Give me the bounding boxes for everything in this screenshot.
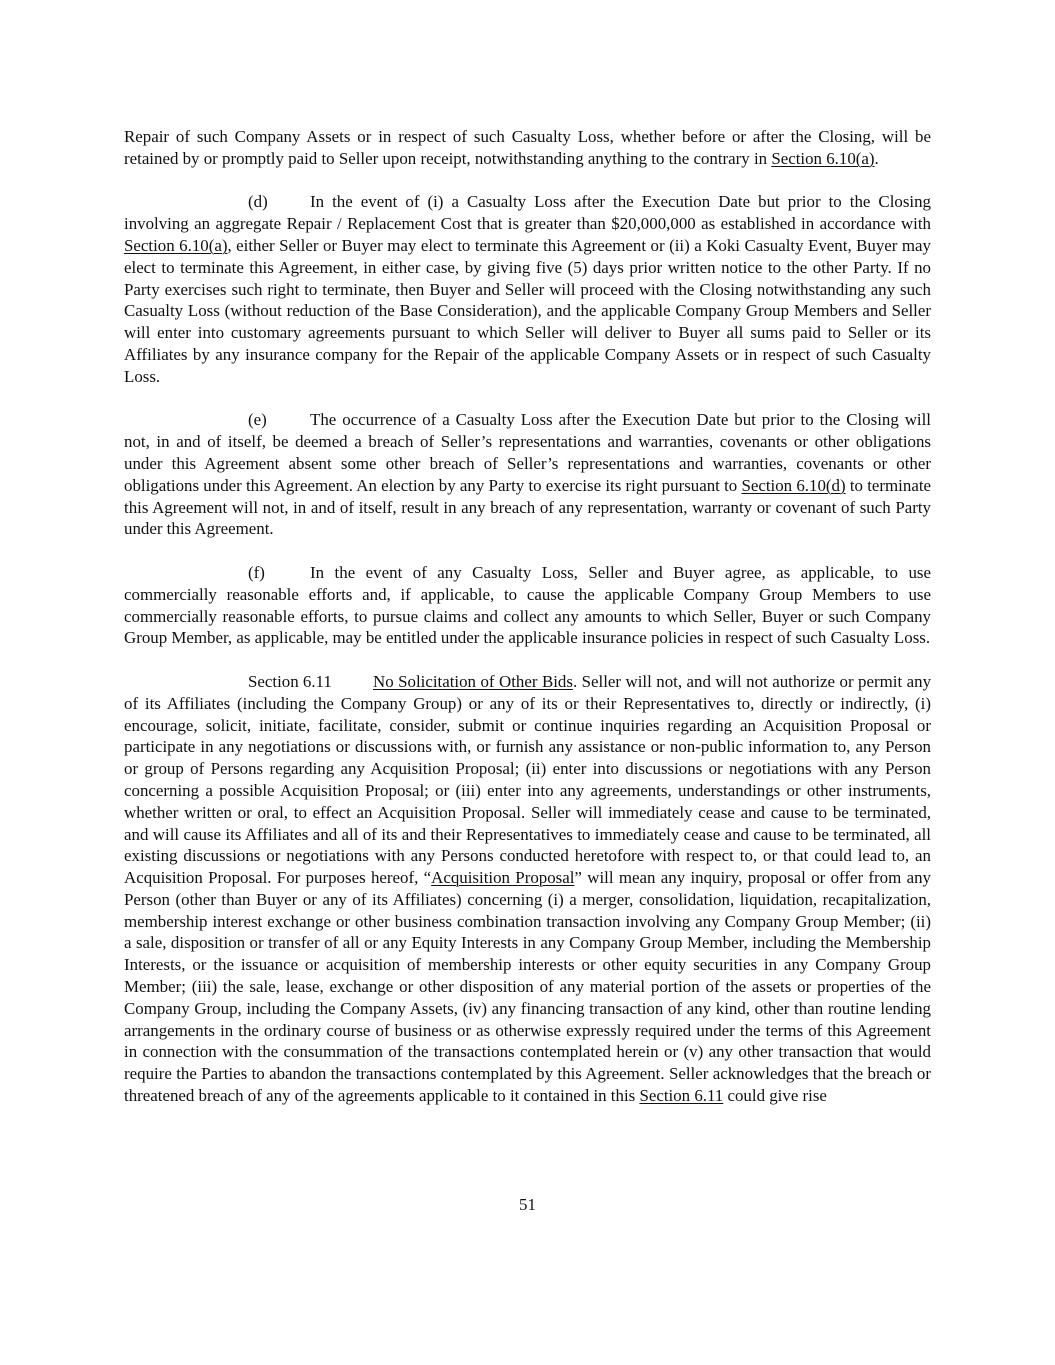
- paragraph-text: In the event of any Casualty Loss, Seller and Buyer agree, as applicable, to use commercially reasonable efforts and, if applicable, to cause the applicable Company Group Members to use commercially reasonable efforts, to pursue claims and collect any amounts to which Seller, Buyer or such Company Group Member, as applicable, may be entitled under the applicable insurance policies in respect of such Casualty Loss.: [124, 562, 931, 648]
- paragraph-f: [124, 562, 931, 649]
- section-reference: Section 6.11: [639, 1086, 724, 1106]
- section-reference: Section 6.10(a): [124, 235, 228, 255]
- paragraph-text: to terminate this Agreement will not, in and of itself, result in any breach of any representation, warranty or covenant of such Party under this Agreement.: [124, 475, 932, 539]
- section-heading: No Solicitation of Other Bids: [373, 671, 573, 691]
- section-number: Section 6.11: [248, 671, 332, 691]
- paragraph-d: [124, 191, 931, 387]
- section-reference: Section 6.10(d): [741, 475, 846, 495]
- section-reference: Section 6.10(a): [771, 148, 875, 168]
- paragraph-text: In the event of (i) a Casualty Loss after the Execution Date but prior to the Closing involving an aggregate Repair / Replacement Cost that is greater than $20,000,000 as established in accordance with: [124, 192, 931, 234]
- clause-label: (d): [248, 192, 268, 212]
- paragraph-text: The occurrence of a Casualty Loss after the Execution Date but prior to the Closing will not, in and of itself, be deemed a breach of Seller’s representations and warranties, covenants or other obligations under this Agreement absent some other breach of Seller’s representations and warranties, covenants or other obligations under this Agreement. An election by any Party to exercise its right pursuant to: [124, 410, 931, 495]
- paragraph-e: [124, 409, 931, 540]
- clause-label: (e): [248, 410, 267, 430]
- paragraph-text: could give rise: [723, 1086, 827, 1106]
- defined-term: Acquisition Proposal: [431, 868, 575, 888]
- paragraph-text: . Seller will not, and will not authorize or permit any of its Affiliates (including the Company Group) or any of its or their Representatives to, directly or indirectly, (i) encourage, solicit, initiate, facilitate, consider, submit or continue inquiries regarding an Acquisition Proposal or participate in any negotiations or discussions with, or furnish any assistance or non-public information to, any Person or group of Persons regarding any Acquisition Proposal; (ii) enter into discussions or negotiations with any Person concerning a possible Acquisition Proposal; or (iii) enter into any agreements, understandings or other instruments, whether written or oral, to effect an Acquisition Proposal. Seller will immediately cease and cause to be terminated, and will cause its Affiliates and all of its and their Representatives to immediately cease and cause to be terminated, all existing discussions or negotiations with any Persons conducted heretofore with respect to, or that could lead to, an Acquisition Proposal. For purposes hereof, “: [124, 671, 932, 888]
- paragraph-text: ” will mean any inquiry, proposal or offer from any Person (other than Buyer or any of its Affiliates) concerning (i) a merger, consolidation, liquidation, recapitalization, membership interest exchange or other business combination transaction involving any Company Group Member; (ii) a sale, disposition or transfer of all or any Equity Interests in any Company Group Member, including the Membership Interests, or the issuance or acquisition of membership interests or other equity securities in any Company Group Member; (iii) the sale, lease, exchange or other disposition of any material portion of the assets or properties of the Company Group, including the Company Assets, (iv) any financing transaction of any kind, other than routine lending arrangements in the ordinary course of business or as otherwise expressly required under the terms of this Agreement in connection with the consummation of the transactions contemplated herein or (v) any other transaction that would require the Parties to abandon the transactions contemplated by this Agreement. Seller acknowledges that the breach or threatened breach of any of the agreements applicable to it contained in this: [124, 868, 931, 1106]
- section-6-11: [124, 671, 931, 1107]
- page-number: 51: [519, 1195, 536, 1214]
- paragraph-text: , either Seller or Buyer may elect to terminate this Agreement or (ii) a Koki Casualty Event, Buyer may elect to terminate this Agreement, in either case, by giving five (5) days prior written notice to the other Party. If no Party exercises such right to terminate, then Buyer and Seller will proceed with the Closing notwithstanding any such Casualty Loss (without reduction of the Base Consideration), and the applicable Company Group Members and Seller will enter into customary agreements pursuant to which Seller will deliver to Buyer all sums paid to Seller or its Affiliates by any insurance company for the Repair of the applicable Company Assets or in respect of such Casualty Loss.: [124, 235, 931, 386]
- paragraph-continuation: [124, 126, 931, 170]
- clause-label: (f): [248, 562, 265, 582]
- paragraph-text: .: [874, 148, 879, 168]
- paragraph-text: Repair of such Company Assets or in respect of such Casualty Loss, whether before or after the Closing, will be retained by or promptly paid to Seller upon receipt, notwithstanding anything to the contrary in: [124, 127, 931, 168]
- document-body: [124, 126, 931, 1129]
